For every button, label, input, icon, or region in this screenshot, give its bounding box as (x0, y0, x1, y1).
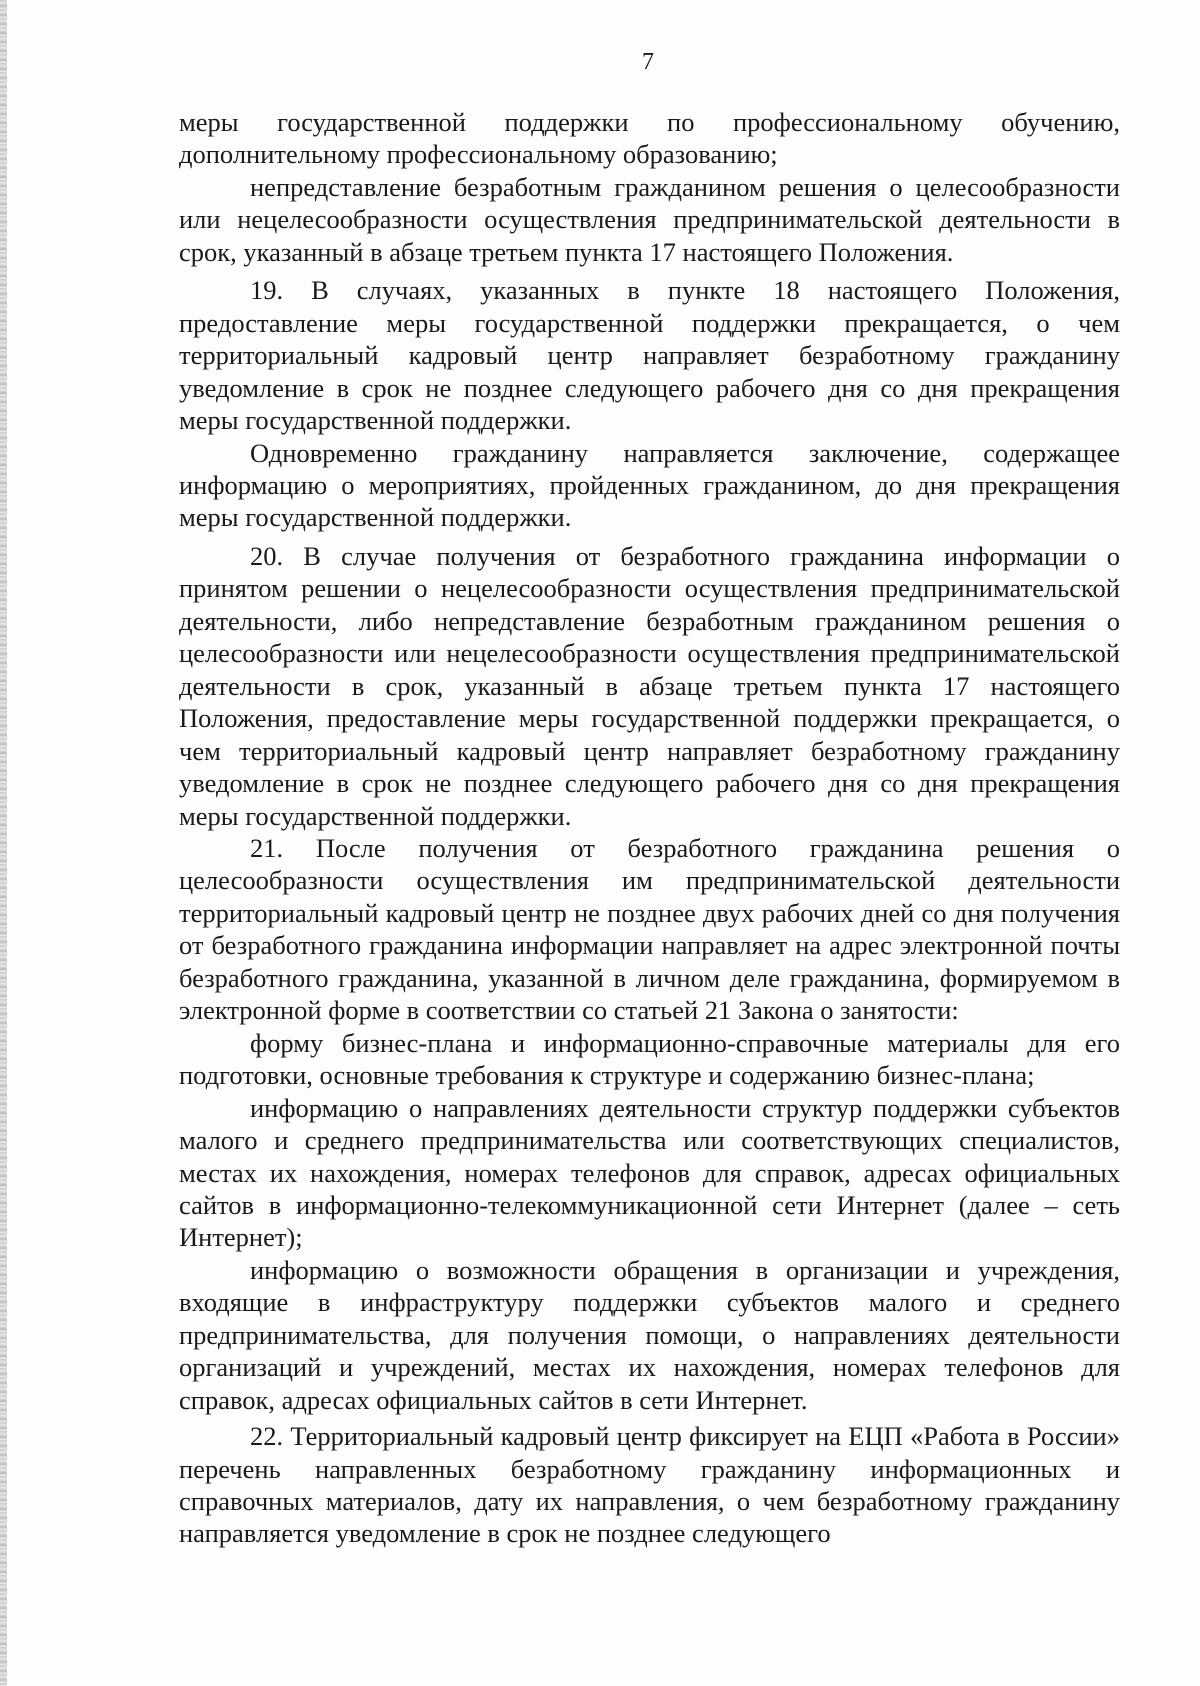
paragraph-infrastructure: информацию о возможности обращения в организации и учреждения, входящие в инфраструктуру поддержки субъектов малого и среднего предпринимательства, для получения помощи, о направлениях деятельности организаций и учреждений, местах их нахождения, номерах телефонов для справок, адресах официальных сайтов в сети Интернет. (179, 1254, 1120, 1415)
page-number: 7 (642, 49, 654, 75)
paragraph-clause-19: 19. В случаях, указанных в пункте 18 настоящего Положения, предоставление меры государственной поддержки прекращается, о чем территориальный кадровый центр направляет безработному гражданину уведомление в срок не позднее следующего рабочего дня со дня прекращения меры государственной поддержки. (179, 275, 1120, 436)
paragraph-business-plan-form: форму бизнес-плана и информационно-справочные материалы для его подготовки, основные требования к структуре и содержанию бизнес-плана; (179, 1027, 1120, 1091)
paragraph-continuation: меры государственной поддержки по профессиональному обучению, дополнительному профессиональному образованию; (179, 107, 1120, 170)
scan-edge-decoration (0, 0, 7, 1686)
paragraph-clause-21: 21. После получения от безработного гражданина решения о целесообразности осуществления им предпринимательской деятельности территориальный кадровый центр не позднее двух рабочих дней со дня получения от безработного гражданина информации направляет на адрес электронной почты безработного гражданина, указанной в личном деле гражданина, формируемом в электронной форме в соответствии со статьей 21 Закона о занятости: (179, 832, 1120, 1026)
document-body (179, 106, 1120, 1550)
paragraph-nonsubmission: непредставление безработным гражданином решения о целесообразности или нецелесообразности осуществления предпринимательской деятельности в срок, указанный в абзаце третьем пункта 17 настоящего Положения. (179, 171, 1120, 267)
paragraph-clause-20: 20. В случае получения от безработного гражданина информации о принятом решении о нецелесообразности осуществления предпринимательской деятельности, либо непредставление безработным гражданином решения о целесообразности или нецелесообразности осуществления предпринимательской деятельности в срок, указанный в абзаце третьем пункта 17 настоящего Положения, предоставление меры государственной поддержки прекращается, о чем территориальный кадровый центр направляет безработному гражданину уведомление в срок не позднее следующего рабочего дня со дня прекращения меры государственной поддержки. (179, 540, 1120, 831)
paragraph-clause-22: 22. Территориальный кадровый центр фиксирует на ЕЦП «Работа в России» перечень направленных безработному гражданину информационных и справочных материалов, дату их направления, о чем безработному гражданину направляется уведомление в срок не позднее следующего (179, 1421, 1120, 1549)
paragraph-support-structures: информацию о направлениях деятельности структур поддержки субъектов малого и среднего предпринимательства или соответствующих специалистов, местах их нахождения, номерах телефонов для справок, адресах официальных сайтов в информационно-телекоммуникационной сети Интернет (далее – сеть Интернет); (179, 1092, 1120, 1253)
paragraph-conclusion: Одновременно гражданину направляется заключение, содержащее информацию о мероприятиях, пройденных гражданином, до дня прекращения меры государственной поддержки. (179, 437, 1120, 533)
